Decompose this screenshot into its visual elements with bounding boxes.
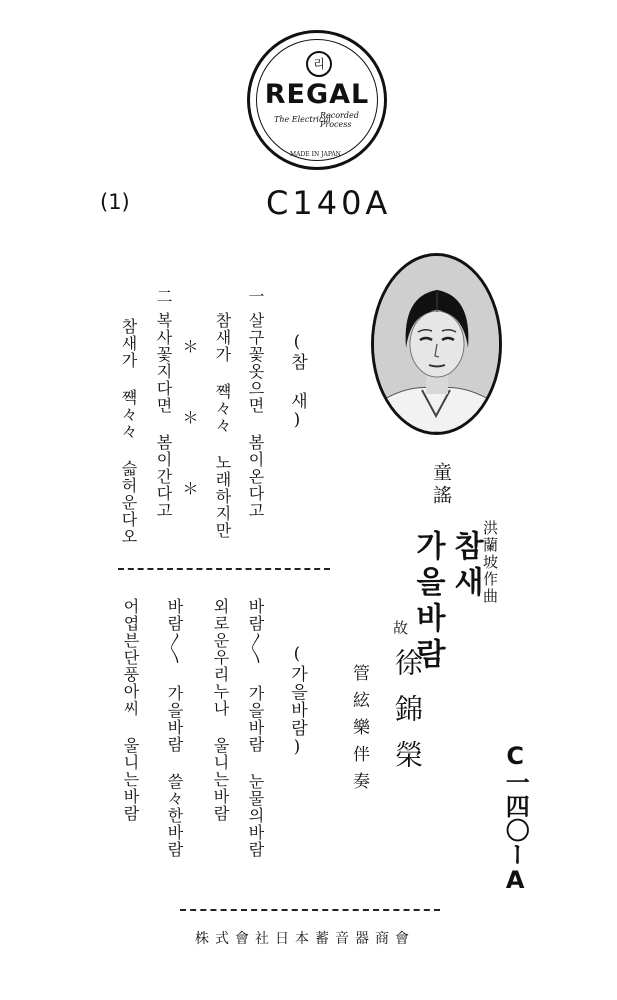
logo-brand: REGAL — [264, 79, 370, 110]
portrait-image — [374, 256, 499, 432]
song1-verse2-line1: 복사꽃지다면 봄이간다고 — [154, 312, 173, 519]
genre-label: 童謠 — [430, 462, 452, 508]
logo-emblem: 리 — [306, 51, 332, 77]
song2-line3: 바람〳〵 가을바람 쓸々한바람 — [165, 598, 184, 858]
song2-title: (가을바람) — [287, 644, 307, 758]
lyrics-divider — [118, 568, 330, 570]
accompaniment-credit: 管絃樂伴奏 — [349, 664, 369, 799]
song1-verse1-line2: 참새가 쨱々々 노래하지만 — [213, 312, 232, 539]
regal-logo — [247, 30, 387, 170]
logo-small-text-3: MADE IN JAPAN — [290, 151, 341, 158]
footer-divider — [180, 909, 440, 911]
company-name: 株式會社日本蓄音器商會 — [195, 931, 415, 947]
logo-small-text-1: The Electrical — [274, 115, 331, 124]
catalog-code: C140A — [266, 184, 392, 222]
song1-stars: ＊ ＊ ＊ — [180, 338, 199, 514]
song2-line2: 외로운우리누나 울니는바람 — [211, 598, 230, 822]
disc-number: (1) — [100, 190, 130, 214]
performer-portrait — [371, 253, 502, 435]
song1-title: (참 새) — [287, 332, 307, 431]
song2-line1: 바람〳〵 가을바람 눈물의바람 — [246, 598, 265, 858]
song1-verse2-number: 二 — [154, 288, 173, 305]
performer-name: 徐錦榮 — [391, 648, 424, 786]
song1-verse1-line1: 살구꽃옷으면 봄이온다고 — [246, 312, 265, 519]
composer-credit: 洪蘭坡作曲 — [481, 520, 499, 605]
logo-small-text-2: Recorded Process — [320, 111, 359, 129]
title-column-1: 참새 — [448, 530, 483, 602]
song1-verse1-number: 一 — [246, 288, 265, 305]
song2-line4: 어엽븐단풍아씨 울니는바람 — [121, 598, 140, 822]
title-column-2: 가을바람 — [410, 530, 445, 674]
song1-verse2-line2: 참새가 쨱々々 슯허운다오 — [119, 318, 138, 545]
performer-prefix: 故 — [391, 620, 409, 635]
side-code: C一四〇ーA — [501, 742, 530, 894]
